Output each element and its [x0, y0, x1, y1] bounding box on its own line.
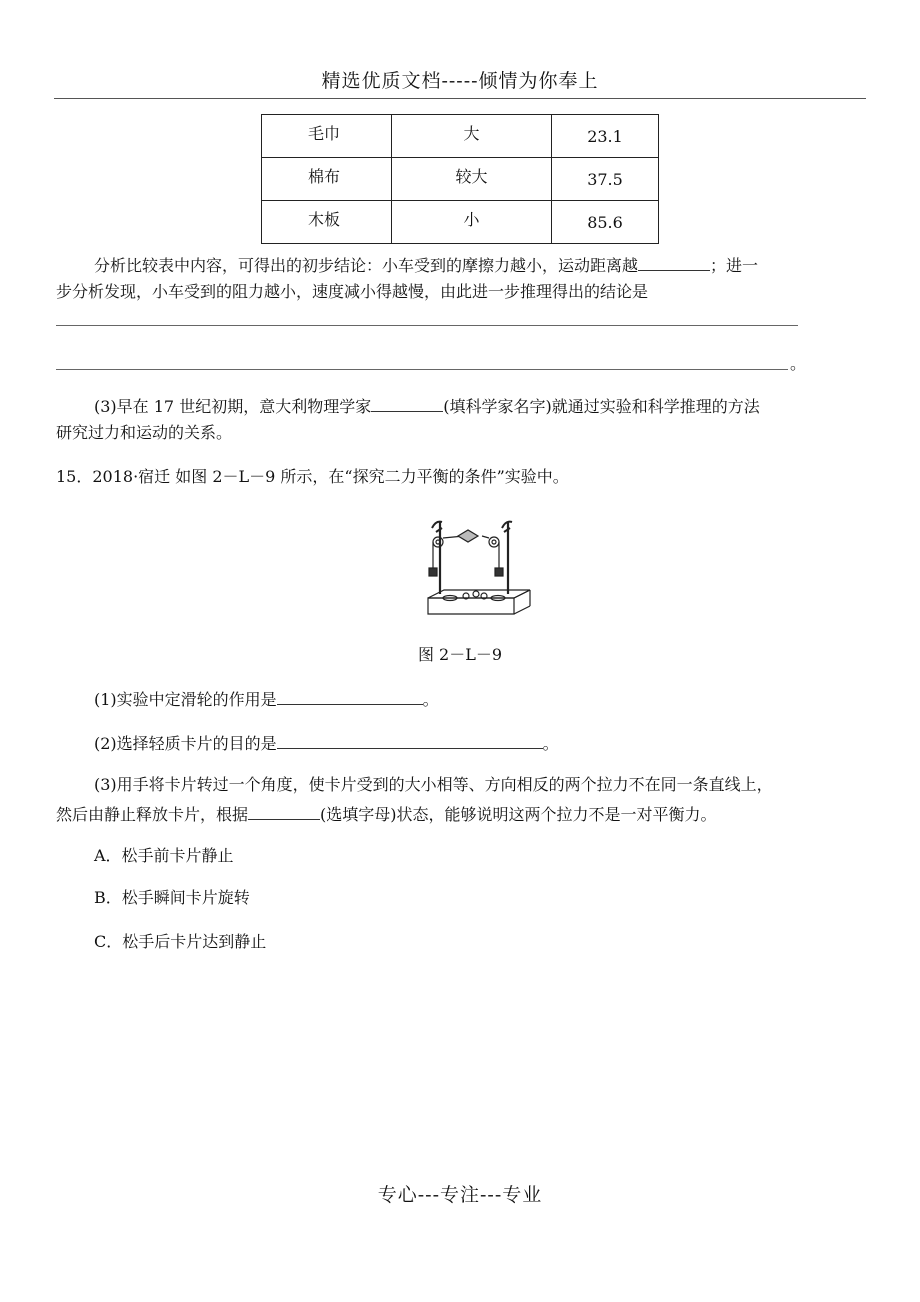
question-text: (填科学家名字)就通过实验和科学推理的方法 — [443, 397, 760, 416]
analysis-text: 分析比较表中内容，可得出的初步结论：小车受到的摩擦力越小，运动距离越 — [94, 256, 639, 275]
balance-apparatus-figure — [418, 508, 534, 620]
answer-blank[interactable] — [248, 803, 320, 820]
figure-caption: 图 2－L－9 — [417, 645, 503, 664]
option-b: B．松手瞬间卡片旋转 — [94, 888, 250, 907]
page-footer: 专心---专注---专业 — [377, 1184, 543, 1206]
table-cell-friction: 较大 — [392, 158, 552, 201]
q15-part3-line-2 — [56, 803, 717, 825]
analysis-line-1 — [94, 254, 758, 276]
table-row — [262, 201, 659, 244]
analysis-text: ；进一 — [710, 256, 759, 275]
q15-part3-line-1: (3)用手将卡片转过一个角度，使卡片受到的大小相等、方向相反的两个拉力不在同一条直线上， — [94, 775, 773, 794]
q14-part3-line-2: 研究过力和运动的关系。 — [56, 423, 233, 442]
table-cell-distance: 85.6 — [552, 201, 659, 244]
friction-data-table — [261, 114, 659, 244]
table-cell-surface: 毛巾 — [262, 115, 392, 158]
answer-blank[interactable] — [277, 732, 543, 749]
question-text: 。 — [542, 734, 559, 753]
table-cell-surface: 木板 — [262, 201, 392, 244]
left-pulley — [433, 537, 443, 547]
left-weight — [429, 568, 437, 576]
right-weight — [495, 568, 503, 576]
question-text: 然后由静止释放卡片，根据 — [56, 805, 249, 824]
answer-blank[interactable] — [638, 254, 710, 271]
table-cell-distance: 23.1 — [552, 115, 659, 158]
answer-blank[interactable] — [371, 395, 443, 412]
question-text: (3)早在 17 世纪初期，意大利物理学家 — [94, 397, 372, 416]
table-cell-distance: 37.5 — [552, 158, 659, 201]
answer-end-mark: 。 — [790, 354, 807, 373]
table-cell-surface: 棉布 — [262, 158, 392, 201]
answer-blank[interactable] — [277, 688, 423, 705]
right-pulley — [489, 537, 499, 547]
option-c: C．松手后卡片达到静止 — [94, 932, 267, 951]
table-cell-friction: 小 — [392, 201, 552, 244]
q15-part2 — [94, 732, 559, 754]
analysis-line-2: 步分析发现，小车受到的阻力越小，速度减小得越慢，由此进一步推理得出的结论是 — [56, 282, 649, 301]
answer-line[interactable] — [56, 369, 788, 370]
question-text: (1)实验中定滑轮的作用是 — [94, 690, 277, 709]
answer-line[interactable] — [56, 325, 798, 326]
q14-part3-line-1 — [94, 395, 760, 417]
question-text: (2)选择轻质卡片的目的是 — [94, 734, 277, 753]
option-a: A．松手前卡片静止 — [94, 846, 234, 865]
q15-part1 — [94, 688, 439, 710]
q15-stem: 15．2018·宿迁 如图 2－L－9 所示，在“探究二力平衡的条件”实验中。 — [56, 467, 569, 486]
table-row — [262, 115, 659, 158]
question-text: (选填字母)状态，能够说明这两个拉力不是一对平衡力。 — [320, 805, 717, 824]
light-card — [458, 530, 478, 542]
table-cell-friction: 大 — [392, 115, 552, 158]
table-row — [262, 158, 659, 201]
header-divider — [54, 98, 866, 99]
question-text: 。 — [422, 690, 439, 709]
page-header-title: 精选优质文档-----倾情为你奉上 — [321, 70, 599, 92]
